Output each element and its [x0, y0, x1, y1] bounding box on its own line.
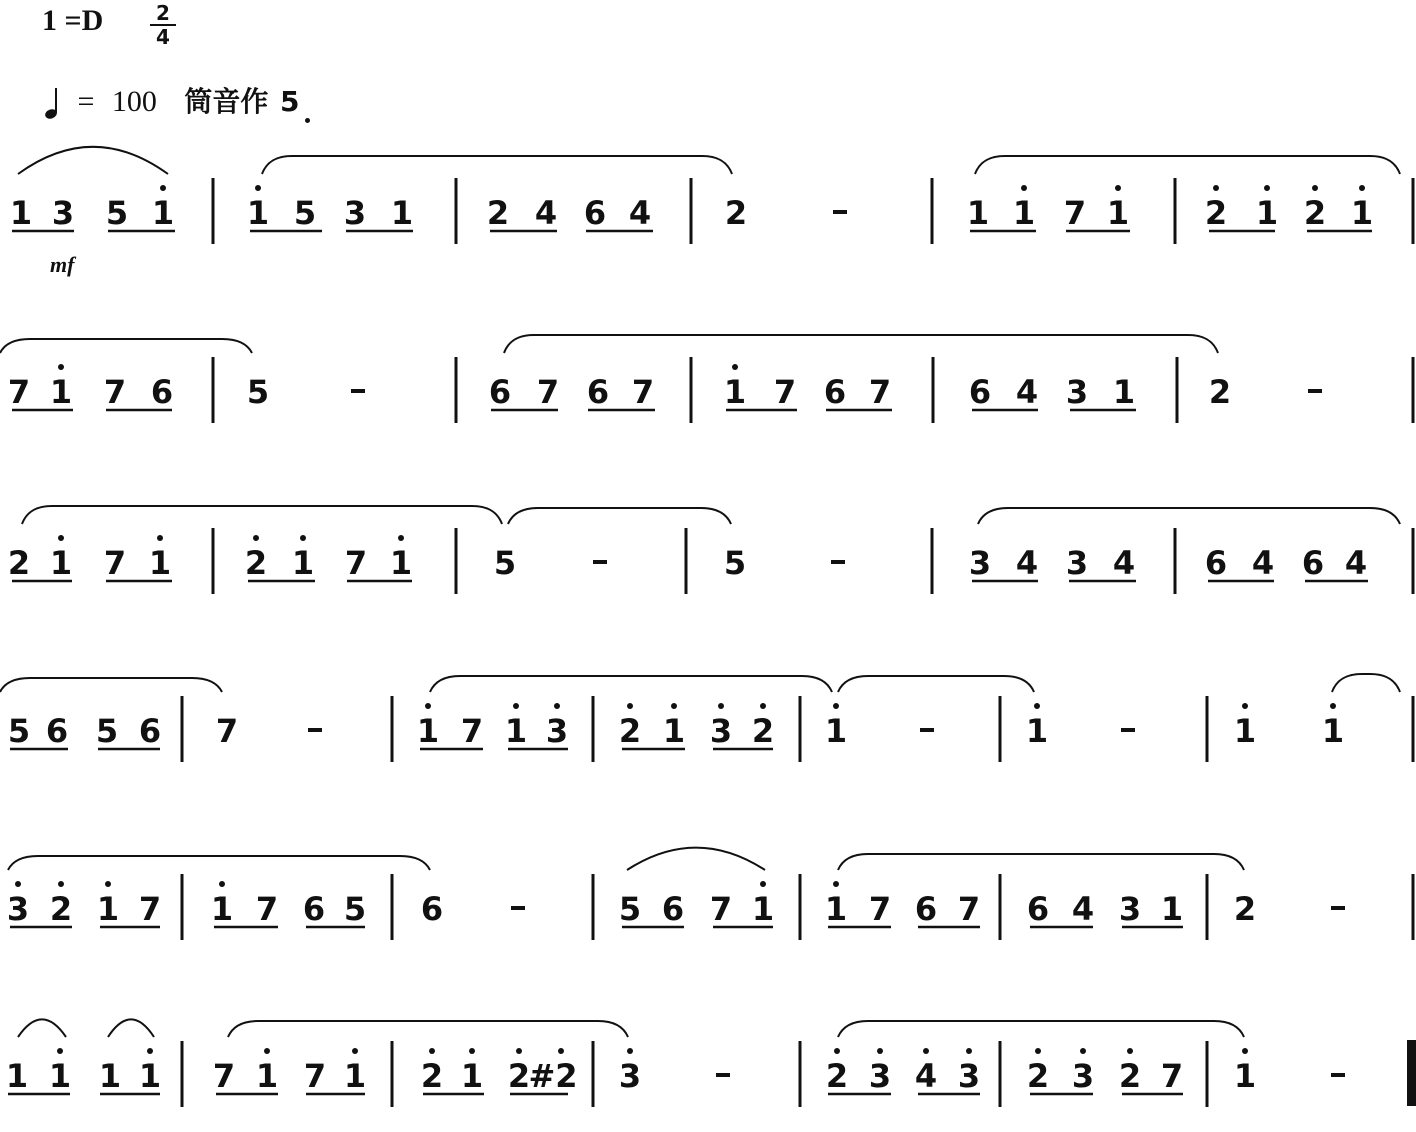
note: 4	[534, 194, 558, 232]
note: 1	[824, 890, 848, 928]
slur	[430, 676, 832, 692]
high-octave-dot	[1127, 1048, 1133, 1054]
note: 1	[1350, 194, 1374, 232]
note: 1	[49, 544, 73, 582]
note: 1	[148, 544, 172, 582]
high-octave-dot	[58, 535, 64, 541]
slur	[838, 854, 1244, 870]
high-octave-dot	[516, 1048, 522, 1054]
time-signature-top: 2	[156, 1, 170, 25]
high-octave-dot	[1312, 185, 1318, 191]
note: 2	[7, 544, 31, 582]
note: 3	[51, 194, 75, 232]
high-octave-dot	[300, 535, 306, 541]
note: 2	[1233, 890, 1257, 928]
note: 1	[1106, 194, 1130, 232]
note: 3	[1065, 544, 1089, 582]
slur	[22, 506, 502, 524]
high-octave-dot	[1021, 185, 1027, 191]
key-text: 1 =D	[42, 4, 104, 37]
slur	[508, 508, 731, 524]
high-octave-dot	[58, 881, 64, 887]
note: 1	[1321, 712, 1345, 750]
high-octave-dot	[1034, 703, 1040, 709]
high-octave-dot	[1115, 185, 1121, 191]
note: 5	[493, 544, 517, 582]
note: 7	[138, 890, 162, 928]
note: 4	[1251, 544, 1275, 582]
high-octave-dot	[1213, 185, 1219, 191]
note: 1	[98, 1057, 122, 1095]
note: 4	[628, 194, 652, 232]
high-octave-dot	[513, 703, 519, 709]
note: 2	[1204, 194, 1228, 232]
note: 1	[5, 1057, 29, 1095]
note: 1	[210, 890, 234, 928]
high-octave-dot	[923, 1048, 929, 1054]
note: 1	[390, 194, 414, 232]
high-octave-dot	[157, 535, 163, 541]
note: 5	[246, 373, 270, 411]
high-octave-dot	[966, 1048, 972, 1054]
note: 4	[1015, 373, 1039, 411]
slur	[627, 848, 765, 870]
note: 7	[103, 544, 127, 582]
note: 4	[1015, 544, 1039, 582]
note: 4	[914, 1057, 938, 1095]
high-octave-dot	[264, 1048, 270, 1054]
note: 3	[1118, 890, 1142, 928]
high-octave-dot	[1264, 185, 1270, 191]
high-octave-dot	[15, 881, 21, 887]
dash-extension	[833, 210, 847, 214]
note: 5	[618, 890, 642, 928]
note: 1	[96, 890, 120, 928]
note: 1	[9, 194, 33, 232]
note: 6	[302, 890, 326, 928]
note: 1	[389, 544, 413, 582]
high-octave-dot	[718, 703, 724, 709]
dash-extension	[1331, 906, 1345, 910]
high-octave-dot	[58, 364, 64, 370]
high-octave-dot	[57, 1048, 63, 1054]
slur	[978, 508, 1400, 524]
dash-extension	[1308, 389, 1322, 393]
high-octave-dot	[425, 703, 431, 709]
high-octave-dot	[105, 881, 111, 887]
note: 7	[709, 890, 733, 928]
note: 7	[344, 544, 368, 582]
note: 7	[631, 373, 655, 411]
note: 2	[420, 1057, 444, 1095]
high-octave-dot	[1242, 703, 1248, 709]
note: 1	[291, 544, 315, 582]
note: 2	[825, 1057, 849, 1095]
note: 1	[1233, 1057, 1257, 1095]
note: 1	[1112, 373, 1136, 411]
dash-extension	[511, 906, 525, 910]
note: 6	[45, 712, 69, 750]
note: 1	[343, 1057, 367, 1095]
slur	[0, 339, 252, 353]
high-octave-dot	[627, 1048, 633, 1054]
note: 3	[545, 712, 569, 750]
note: 7	[255, 890, 279, 928]
high-octave-dot	[429, 1048, 435, 1054]
dash-extension	[920, 728, 934, 732]
slur	[838, 1021, 1244, 1037]
note: 4	[1071, 890, 1095, 928]
note: 1	[460, 1057, 484, 1095]
note: 1	[662, 712, 686, 750]
dash-extension	[831, 560, 845, 564]
note: 7	[868, 890, 892, 928]
note: 1	[751, 890, 775, 928]
note: 2	[1208, 373, 1232, 411]
note: 5	[105, 194, 129, 232]
note: 1	[255, 1057, 279, 1095]
note: 7	[7, 373, 31, 411]
note: 3	[618, 1057, 642, 1095]
high-octave-dot	[147, 1048, 153, 1054]
high-octave-dot	[1359, 185, 1365, 191]
note: 2	[1026, 1057, 1050, 1095]
note: 1	[151, 194, 175, 232]
slur	[18, 1019, 66, 1037]
note: 3	[343, 194, 367, 232]
note: 6	[586, 373, 610, 411]
note: 2	[244, 544, 268, 582]
high-octave-dot	[352, 1048, 358, 1054]
note: 6	[661, 890, 685, 928]
dash-extension	[1121, 728, 1135, 732]
note: 2	[724, 194, 748, 232]
note: 1	[246, 194, 270, 232]
note: #2	[528, 1057, 578, 1095]
note: 2	[618, 712, 642, 750]
high-octave-dot	[253, 535, 259, 541]
high-octave-dot	[627, 703, 633, 709]
high-octave-dot	[732, 364, 738, 370]
note: 4	[1112, 544, 1136, 582]
high-octave-dot	[160, 185, 166, 191]
note: 6	[1301, 544, 1325, 582]
note: 6	[583, 194, 607, 232]
high-octave-dot	[760, 881, 766, 887]
note: 6	[968, 373, 992, 411]
high-octave-dot	[255, 185, 261, 191]
note: 4	[1344, 544, 1368, 582]
note: 1	[1160, 890, 1184, 928]
note: 3	[957, 1057, 981, 1095]
note: 7	[1063, 194, 1087, 232]
slur	[0, 678, 222, 692]
note: 5	[293, 194, 317, 232]
tempo-value: 100	[111, 85, 157, 118]
tempo-equals: =	[77, 85, 95, 118]
note: 6	[150, 373, 174, 411]
dash-extension	[716, 1073, 730, 1077]
high-octave-dot	[1035, 1048, 1041, 1054]
high-octave-dot	[398, 535, 404, 541]
dash-extension	[351, 389, 365, 393]
note: 6	[1026, 890, 1050, 928]
note: 2	[486, 194, 510, 232]
note: 5	[7, 712, 31, 750]
note: 1	[723, 373, 747, 411]
note: 5	[343, 890, 367, 928]
time-signature-bottom: 4	[156, 25, 170, 49]
note: 3	[868, 1057, 892, 1095]
high-octave-dot	[833, 703, 839, 709]
note: 3	[1065, 373, 1089, 411]
note: 7	[303, 1057, 327, 1095]
note: 3	[709, 712, 733, 750]
note: 2	[1303, 194, 1327, 232]
note: 7	[103, 373, 127, 411]
note: 2	[1118, 1057, 1142, 1095]
note: 2	[751, 712, 775, 750]
high-octave-dot	[554, 703, 560, 709]
tube-note-label: 筒音作	[184, 85, 269, 118]
note: 1	[48, 1057, 72, 1095]
high-octave-dot	[834, 1048, 840, 1054]
note: 1	[966, 194, 990, 232]
note: 7	[1160, 1057, 1184, 1095]
high-octave-dot	[558, 1048, 564, 1054]
high-octave-dot	[1330, 703, 1336, 709]
high-octave-dot	[760, 703, 766, 709]
high-octave-dot	[1080, 1048, 1086, 1054]
dynamic-marking: mf	[50, 252, 75, 277]
note: 1	[416, 712, 440, 750]
dash-extension	[1331, 1073, 1345, 1077]
slur	[504, 335, 1218, 353]
note: 6	[420, 890, 444, 928]
note: 6	[138, 712, 162, 750]
note: 5	[723, 544, 747, 582]
note: 7	[212, 1057, 236, 1095]
note: 5	[95, 712, 119, 750]
note: 1	[49, 373, 73, 411]
note: 6	[1204, 544, 1228, 582]
note: 7	[536, 373, 560, 411]
high-octave-dot	[833, 881, 839, 887]
dash-extension	[308, 728, 322, 732]
slur	[975, 156, 1400, 174]
note: 1	[824, 712, 848, 750]
final-barline	[1407, 1040, 1416, 1106]
high-octave-dot	[219, 881, 225, 887]
note: 6	[823, 373, 847, 411]
slur	[262, 156, 732, 174]
dash-extension	[593, 560, 607, 564]
high-octave-dot	[1242, 1048, 1248, 1054]
note: 3	[6, 890, 30, 928]
slur	[18, 147, 168, 174]
note: 1	[1255, 194, 1279, 232]
slur	[228, 1021, 628, 1037]
note: 7	[215, 712, 239, 750]
slur	[1332, 674, 1400, 692]
note: 6	[914, 890, 938, 928]
note: 3	[968, 544, 992, 582]
note: 1	[138, 1057, 162, 1095]
note: 2	[507, 1057, 531, 1095]
note: 1	[1012, 194, 1036, 232]
note: 7	[957, 890, 981, 928]
high-octave-dot	[469, 1048, 475, 1054]
note: 7	[460, 712, 484, 750]
note: 7	[773, 373, 797, 411]
high-octave-dot	[671, 703, 677, 709]
tube-note: 5	[279, 85, 300, 118]
note: 3	[1071, 1057, 1095, 1095]
slur	[838, 676, 1034, 692]
slur	[8, 856, 430, 870]
note: 1	[1233, 712, 1257, 750]
note: 1	[1025, 712, 1049, 750]
high-octave-dot	[877, 1048, 883, 1054]
note: 6	[488, 373, 512, 411]
note: 7	[868, 373, 892, 411]
slur	[108, 1019, 154, 1037]
note: 1	[504, 712, 528, 750]
note: 2	[49, 890, 73, 928]
